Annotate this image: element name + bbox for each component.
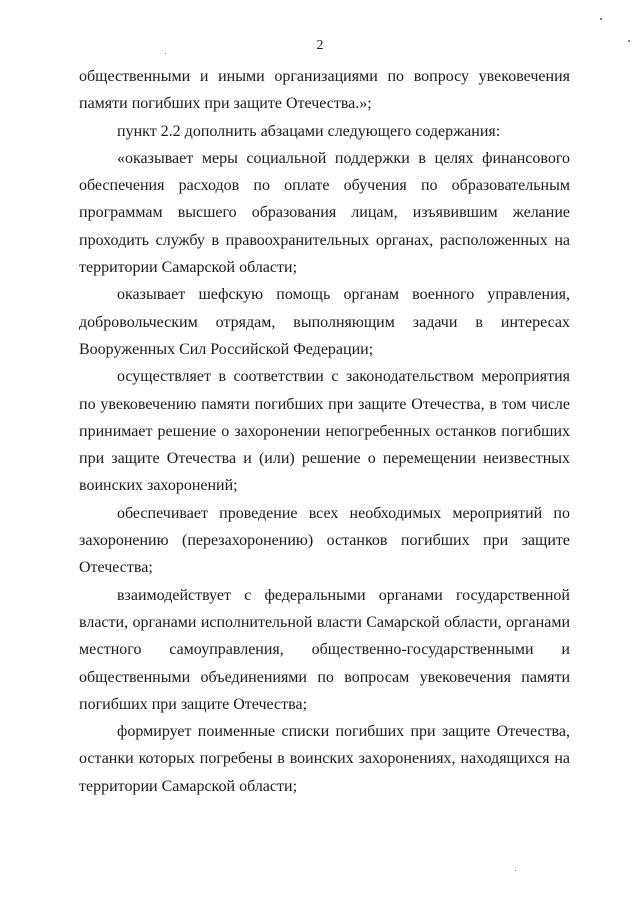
scan-speck <box>600 18 602 20</box>
scan-speck <box>628 40 630 42</box>
paragraph-social-support: «оказывает меры социальной поддержки в целях финансового обеспечения расходов по оплате обучения по образовательным программам высшего образования лицам, изъявившим желание проходить службу в правоохранительных органах, расположенных на территории Самарской области; <box>79 149 570 277</box>
scan-speck <box>515 870 516 871</box>
paragraph-amendment-intro: пункт 2.2 дополнить абзацами следующего содержания: <box>117 122 501 140</box>
page-number: 2 <box>316 38 324 53</box>
paragraph-cooperation: взаимодействует с федеральными органами государственной власти, органами исполнительной власти Самарской области, органами местного самоуправления, общественно-государственными и общественными объединениями по вопросам увековечения памяти погибших при защите Отечества; <box>79 586 570 713</box>
paragraph-memorial-measures: осуществляет в соответствии с законодательством мероприятия по увековечению памяти погибших при защите Отечества, в том числе принимает решение о захоронении непогребенных останков погибших при защите Отечества и (или) решение о перемещении неизвестных воинских захоронений; <box>79 368 570 495</box>
paragraph-burial-measures: обеспечивает проведение всех необходимых мероприятий по захоронению (перезахоронению) останков погибших при защите Отечества; <box>79 504 570 577</box>
document-body <box>79 63 570 800</box>
paragraph-continuation: общественными и иными организациями по вопросу увековечения памяти погибших при защите Отечества.»; <box>79 68 570 113</box>
scan-speck <box>165 53 166 54</box>
paragraph-name-lists: формирует поименные списки погибших при защите Отечества, останки которых погребены в воинских захоронениях, находящихся на территории Самарской области; <box>79 723 570 795</box>
paragraph-patronage: оказывает шефскую помощь органам военного управления, добровольческим отрядам, выполняющим задачи в интересах Вооруженных Сил Российской Федерации; <box>79 286 570 358</box>
